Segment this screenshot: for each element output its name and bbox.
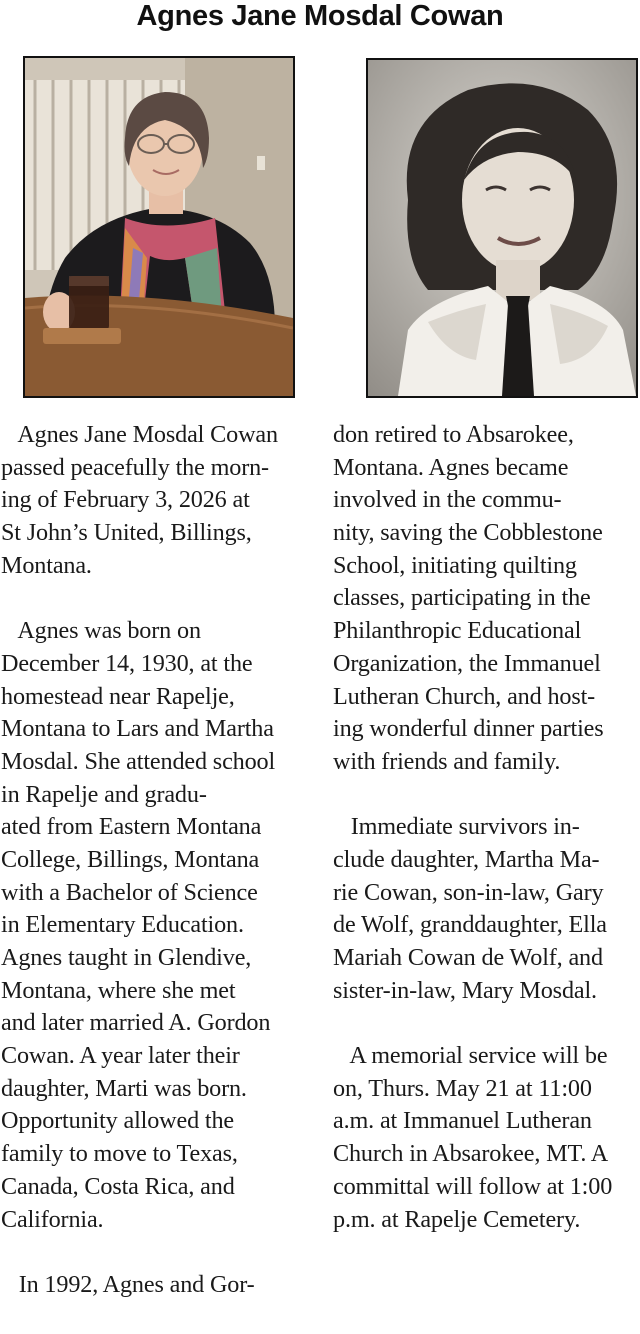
text-line: on, Thurs. May 21 at 11:00 <box>333 1074 592 1102</box>
text-line: Montana to Lars and Martha <box>1 715 274 743</box>
text-line: rie Cowan, son-in-law, Gary <box>333 878 604 906</box>
text-line: Philanthropic Educational <box>333 617 582 645</box>
text-line: Mosdal. She attended school <box>1 747 276 775</box>
text-line: sister-in-law, Mary Mosdal. <box>333 976 597 1004</box>
vintage-portrait-photo <box>366 58 638 398</box>
obituary-paragraph <box>1 419 313 582</box>
obituary-right-column <box>333 419 639 1269</box>
obituary-paragraph <box>1 1269 313 1302</box>
text-line: clude daughter, Martha Ma- <box>333 845 600 873</box>
text-line: involved in the commu- <box>333 486 562 514</box>
text-line: ing of February 3, 2026 at <box>1 486 250 514</box>
text-line: School, initiating quilting <box>333 551 577 579</box>
text-line: Agnes Jane Mosdal Cowan <box>1 421 278 448</box>
text-line: Organization, the Immanuel <box>333 649 601 677</box>
text-line: St John’s United, Billings, <box>1 519 252 547</box>
text-line: nity, saving the Cobblestone <box>333 519 603 547</box>
text-line: family to move to Texas, <box>1 1140 238 1168</box>
text-line: California. <box>1 1205 104 1233</box>
vintage-portrait-illustration <box>368 60 636 396</box>
text-line: ated from Eastern Montana <box>1 813 262 841</box>
text-line: College, Billings, Montana <box>1 845 260 873</box>
text-line: Mariah Cowan de Wolf, and <box>333 944 603 971</box>
text-line: Immediate survivors in- <box>333 813 580 841</box>
text-line: de Wolf, granddaughter, Ella <box>333 911 607 939</box>
text-line: with friends and family. <box>333 747 561 775</box>
obituary-title: Agnes Jane Mosdal Cowan <box>136 0 504 32</box>
text-line: passed peacefully the morn- <box>1 453 269 481</box>
text-line: Agnes was born on <box>1 617 201 645</box>
text-line: Montana. <box>1 551 92 579</box>
text-line: classes, participating in the <box>333 584 591 612</box>
text-line: in Rapelje and gradu- <box>1 780 207 808</box>
text-line: with a Bachelor of Science <box>1 878 258 906</box>
text-line: in Elementary Education. <box>1 911 244 939</box>
text-line: Canada, Costa Rica, and <box>1 1172 235 1200</box>
obituary-paragraph <box>1 615 313 1236</box>
text-line: Church in Absarokee, MT. A <box>333 1140 609 1168</box>
recent-portrait-illustration <box>25 58 293 396</box>
text-line: and later married A. Gordon <box>1 1009 271 1037</box>
text-line: ing wonderful dinner parties <box>333 715 604 743</box>
text-line: homestead near Rapelje, <box>1 682 235 710</box>
text-line: Montana, where she met <box>1 976 236 1004</box>
text-line: December 14, 1930, at the <box>1 649 253 677</box>
text-line: don retired to Absarokee, <box>333 421 574 448</box>
text-line: In 1992, Agnes and Gor- <box>1 1270 255 1298</box>
obituary-left-column <box>1 419 313 1334</box>
text-line: committal will follow at 1:00 <box>333 1172 613 1200</box>
text-line: p.m. at Rapelje Cemetery. <box>333 1205 581 1233</box>
text-line: Cowan. A year later their <box>1 1042 240 1070</box>
obituary-paragraph <box>333 811 639 1007</box>
text-line: Lutheran Church, and host- <box>333 682 596 710</box>
obituary-paragraph <box>333 1040 639 1236</box>
text-line: Agnes taught in Glendive, <box>1 944 252 971</box>
text-line: daughter, Marti was born. <box>1 1074 247 1102</box>
text-line: Montana. Agnes became <box>333 453 569 481</box>
obituary-paragraph <box>333 419 639 779</box>
text-line: a.m. at Immanuel Lutheran <box>333 1107 592 1135</box>
text-line: A memorial service will be <box>333 1042 608 1070</box>
text-line: Opportunity allowed the <box>1 1107 235 1135</box>
recent-portrait-photo <box>23 56 295 398</box>
